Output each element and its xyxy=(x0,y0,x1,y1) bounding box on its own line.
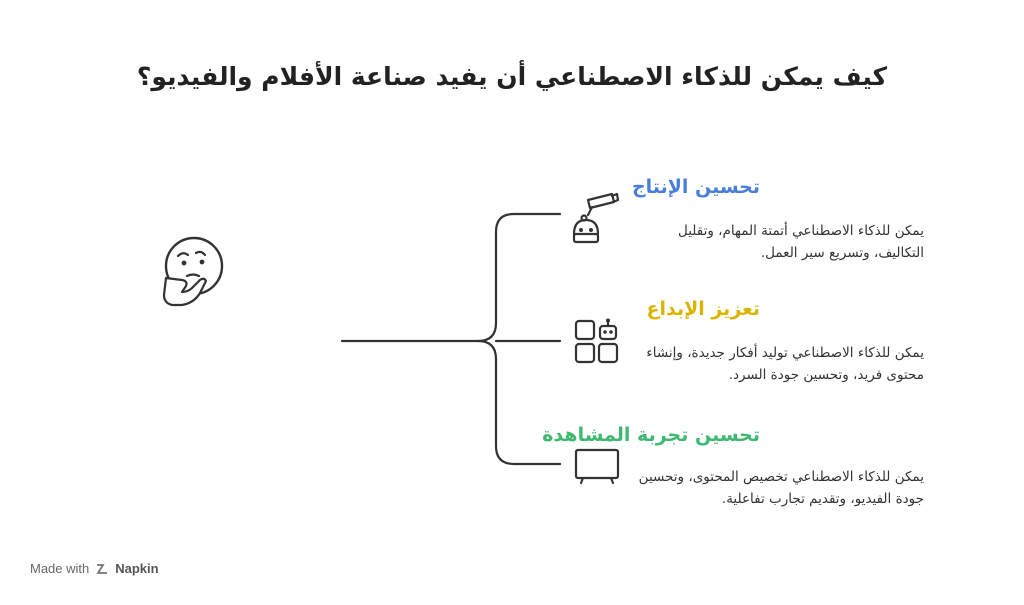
branch-title-creativity: تعزيز الإبداع xyxy=(646,298,760,320)
tv-screen-icon xyxy=(573,446,623,486)
footer-brand: Napkin xyxy=(115,561,159,576)
branch-desc-viewing: يمكن للذكاء الاصطناعي تخصيص المحتوى، وتحسين جودة الفيديو، وتقديم تجارب تفاعلية. xyxy=(638,469,924,507)
branch-title-production: تحسين الإنتاج xyxy=(631,176,760,198)
page-title: كيف يمكن للذكاء الاصطناعي أن يفيد صناعة الأفلام والفيديو؟ xyxy=(136,62,888,91)
footer-credit xyxy=(30,561,159,576)
robot-camera-icon xyxy=(570,190,620,244)
branch-title-viewing: تحسين تجربة المشاهدة xyxy=(542,424,760,446)
robot-grid-icon xyxy=(573,318,621,366)
branch-desc-creativity: يمكن للذكاء الاصطناعي توليد أفكار جديدة، وإنشاء محتوى فريد، وتحسين جودة السرد. xyxy=(646,345,924,383)
footer-made-with: Made with xyxy=(30,561,90,576)
napkin-logo-icon xyxy=(95,562,109,576)
branch-desc-production: يمكن للذكاء الاصطناعي أتمتة المهام، وتقليل التكاليف، وتسريع سير العمل. xyxy=(677,223,924,261)
